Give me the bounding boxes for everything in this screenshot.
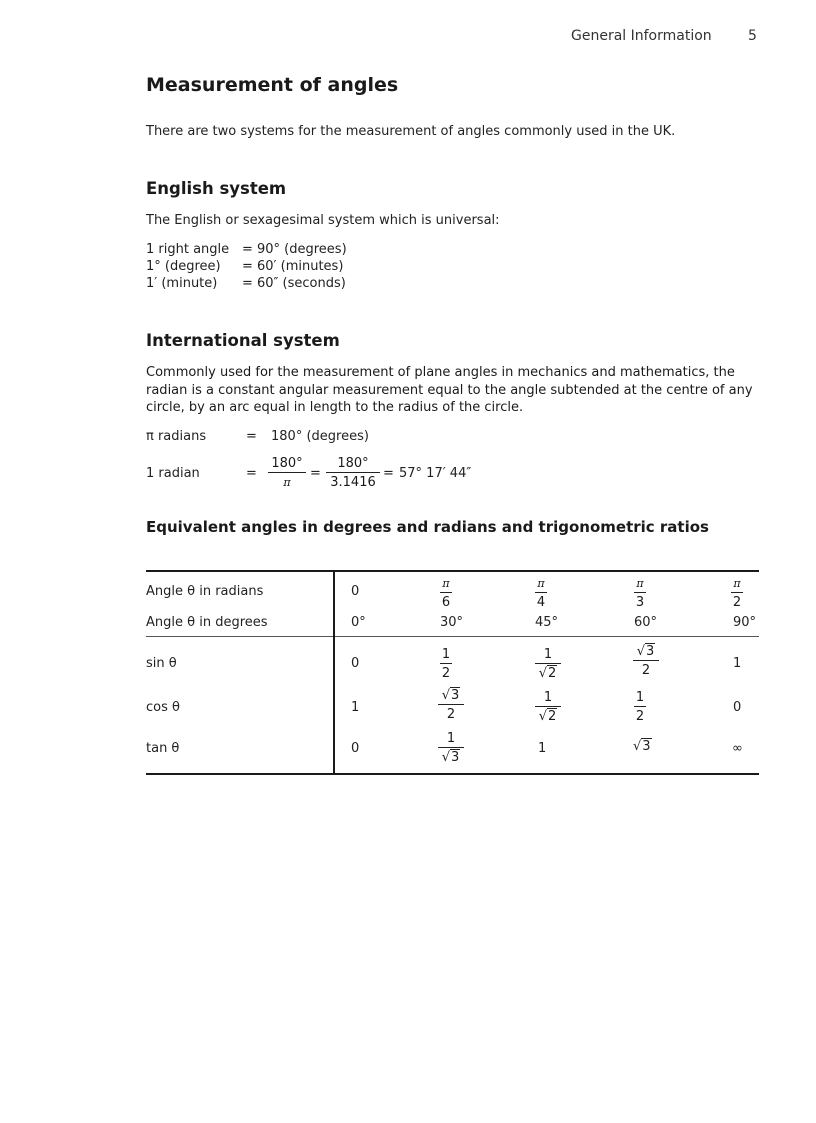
fraction-180-over-3.1416 [326,456,380,490]
table-cell: π 6 [441,577,451,610]
table-cell: π 4 [536,577,546,610]
list-item-right: 60″ (seconds) [257,276,346,291]
table-cell: √3 [633,739,651,754]
table-cell: 1 √3 [438,731,464,765]
list-item-right: 60′ (minutes) [257,259,344,274]
radian-result: 57° 17′ 44″ [399,466,472,481]
table-cell: 60° [634,615,658,630]
fraction-180-over-pi [268,456,306,490]
list-item-left: 1′ (minute) [146,276,218,291]
table-cell: 0 [351,584,360,599]
table-cell: 0 [733,700,742,715]
table-cell: 1 [351,700,360,715]
table-heading: Equivalent angles in degrees and radians and trigonometric ratios [146,518,709,536]
fraction-denominator: 3.1416 [330,475,376,490]
table-cell: 1 2 [635,690,645,724]
international-system-desc: Commonly used for the measurement of plane angles in mechanics and mathematics, the radian is a constant angular measurement equal to the angle subtended at the centre of any circle, by an arc equal in length to the radius of the circle. [146,365,753,415]
table-cell: 1 √2 [535,690,561,724]
table-cell: √3 2 [438,688,464,722]
table-cell: 90° [733,615,757,630]
table-cell: 1 [733,656,742,671]
table-cell: 0 [351,656,360,671]
equals-sign: = [246,466,257,481]
list-item-left: 1 right angle [146,242,230,257]
english-system-desc: The English or sexagesimal system which is universal: [146,213,500,228]
pi-radians-value: 180° (degrees) [271,429,369,444]
table-top-rule [146,570,759,572]
table-mid-rule [146,636,759,637]
table-cell: 1 2 [441,647,451,681]
running-header-title: General Information [571,28,712,44]
row-label-sin: sin θ [146,656,177,671]
infinity-cell: ∞ [732,741,743,756]
intro-text: There are two systems for the measurement of angles commonly used in the UK. [146,124,676,139]
fraction-denominator: π [283,476,291,489]
equals-sign: = [383,466,394,481]
list-item-left: 1° (degree) [146,259,221,274]
equals-sign: = [242,242,253,257]
table-cell: 30° [440,615,464,630]
row-label-degrees: Angle θ in degrees [146,615,268,630]
page-title: Measurement of angles [146,74,399,96]
table-bottom-rule [146,773,759,775]
table-column-rule [333,570,335,775]
english-system-heading: English system [146,179,287,198]
pi-radians-label: π radians [146,429,207,444]
fraction-numerator: 180° [337,456,369,471]
table-cell: 1 [538,741,547,756]
table-cell: √3 2 [633,644,659,678]
one-radian-label: 1 radian [146,466,200,481]
row-label-tan: tan θ [146,741,180,756]
row-label-cos: cos θ [146,700,180,715]
equals-sign: = [242,276,253,291]
equals-sign: = [242,259,253,274]
page-number: 5 [748,28,757,44]
equals-sign: = [246,429,257,444]
row-label-radians: Angle θ in radians [146,584,264,599]
table-cell: π 2 [732,577,742,610]
table-cell: 1 √2 [535,647,561,681]
fraction-numerator: 180° [271,456,303,471]
list-item-right: 90° (degrees) [257,242,347,257]
table-cell: 0 [351,741,360,756]
table-cell: 45° [535,615,559,630]
equals-sign: = [310,466,321,481]
international-system-heading: International system [146,331,340,350]
table-cell: π 3 [635,577,645,610]
table-cell: 0° [351,615,366,630]
